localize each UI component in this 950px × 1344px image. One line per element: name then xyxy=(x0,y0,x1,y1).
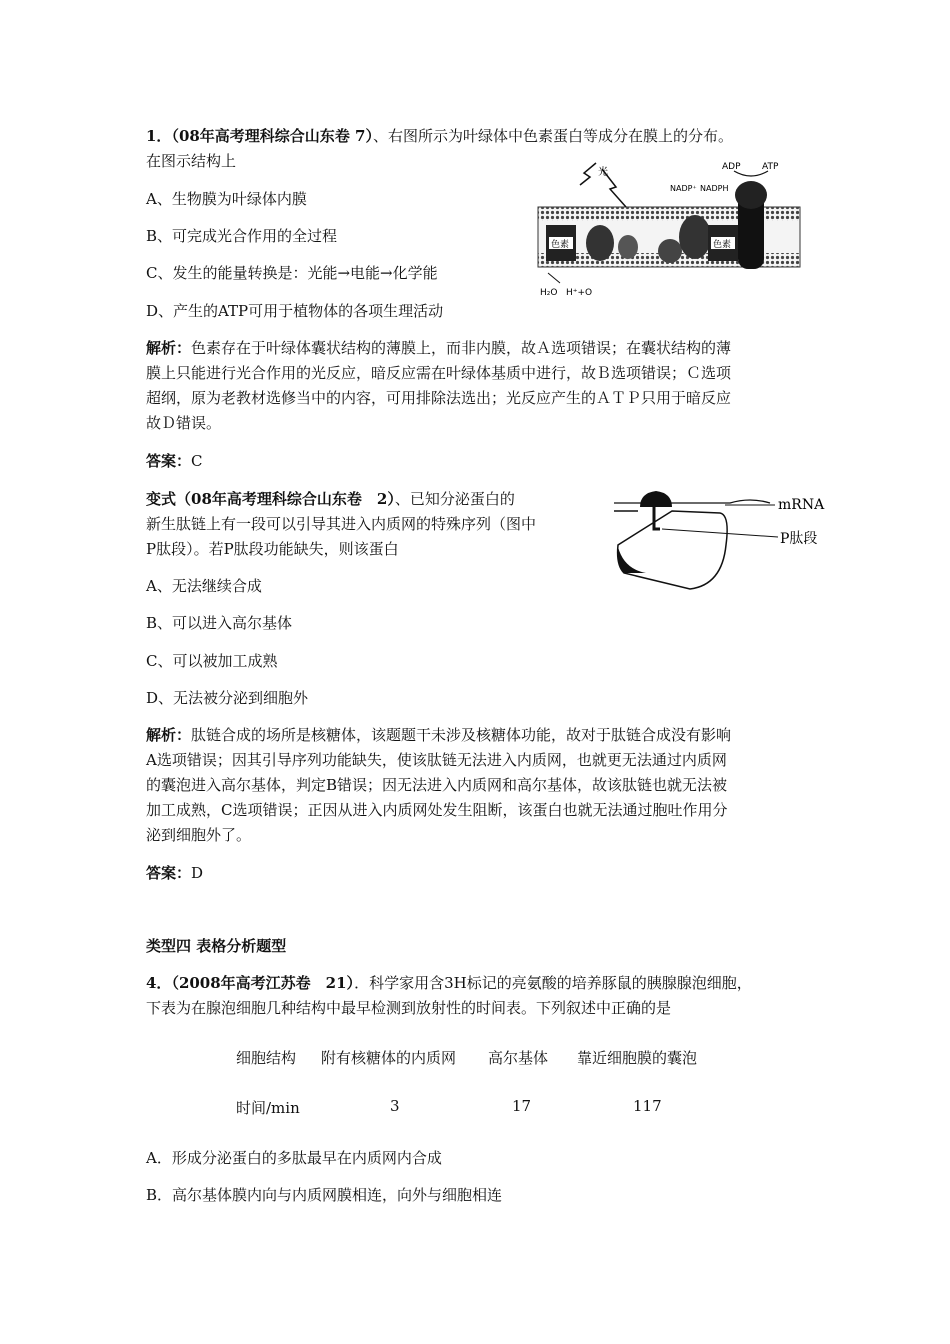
h2o-label: H₂O xyxy=(540,288,558,298)
q1-analysis-line2: 膜上只能进行光合作用的光反应，暗反应需在叶绿体基质中进行，故Ｂ选项错误；Ｃ选项 xyxy=(146,364,732,382)
er-membrane xyxy=(614,511,727,589)
q1-analysis-line4: 故Ｄ错误。 xyxy=(146,414,222,432)
protein-complex xyxy=(679,215,711,259)
q4-number: 4． xyxy=(146,974,172,992)
nadph-label: NADPH xyxy=(700,184,729,193)
q4-stem-line2: 下表为在腺泡细胞几种结构中最早检测到放射性的时间表。下列叙述中正确的是 xyxy=(146,999,672,1017)
section-title: 类型四 表格分析题型 xyxy=(146,937,287,955)
ribosome xyxy=(640,491,672,507)
variant-analysis-line1 xyxy=(146,724,731,746)
table-cell: 3 xyxy=(390,1097,400,1115)
pigment-label-2: 色素 xyxy=(713,240,732,250)
peptide-leader-line xyxy=(662,529,778,537)
q1-option-c: C、发生的能量转换是：光能→电能→化学能 xyxy=(146,264,438,282)
q1-answer xyxy=(146,450,203,472)
variant-option-d: D、无法被分泌到细胞外 xyxy=(146,689,309,707)
variant-source: （08年高考理科综合山东卷 2） xyxy=(176,490,395,508)
variant-analysis-line4: 加工成熟，C选项错误；正因从进入内质网处发生阻断，该蛋白也就无法通过胞吐作用分 xyxy=(146,801,728,819)
pigment-label-1: 色素 xyxy=(551,240,570,250)
q1-option-a: A、生物膜为叶绿体内膜 xyxy=(146,190,307,208)
q1-option-d: D、产生的ATP可用于植物体的各项生理活动 xyxy=(146,302,444,320)
mrna-strand xyxy=(614,500,770,503)
variant-stem-line2: 新生肽链上有一段可以引导其进入内质网的特殊序列（图中 xyxy=(146,515,537,533)
q4-source: （2008年高考江苏卷 21） xyxy=(171,974,355,992)
variant-option-a: A、无法继续合成 xyxy=(146,577,262,595)
q1-answer-value: C xyxy=(191,452,203,470)
q1-stem-line1 xyxy=(146,125,733,147)
peptide-label: P肽段 xyxy=(780,531,818,547)
q1-analysis-line1 xyxy=(146,337,731,359)
q4-stem-line1 xyxy=(146,972,752,994)
thylakoid-membrane-figure xyxy=(530,155,810,305)
adp-label: ADP xyxy=(722,162,741,172)
atp-synthase-head xyxy=(735,181,767,209)
q1-analysis-text: 色素存在于叶绿体囊状结构的薄膜上，而非内膜，故Ａ选项错误；在囊状结构的薄 xyxy=(191,339,732,357)
peptide-chain xyxy=(654,507,660,529)
variant-analysis-label: 解析： xyxy=(146,726,192,744)
q1-analysis-label: 解析： xyxy=(146,339,192,357)
table-header-cell: 高尔基体 xyxy=(488,1049,549,1067)
variant-answer xyxy=(146,862,203,884)
h-label: H⁺+O xyxy=(566,288,593,298)
mrna-label: mRNA xyxy=(778,497,825,513)
protein-complex xyxy=(658,239,682,263)
er-ribosome-figure xyxy=(610,485,845,595)
q1-answer-label: 答案： xyxy=(146,452,192,470)
variant-analysis-text: 肽链合成的场所是核糖体，该题题干未涉及核糖体功能，故对于肽链合成没有影响 xyxy=(191,726,732,744)
water-arrow-icon xyxy=(548,273,560,283)
protein-complex xyxy=(618,235,638,259)
variant-option-c: C、可以被加工成熟 xyxy=(146,652,278,670)
q1-analysis-line3: 超纲，原为老教材选修当中的内容，可用排除法选出；光反应产生的ＡＴＰ只用于暗反应 xyxy=(146,389,732,407)
q4-option-a: A．形成分泌蛋白的多肽最早在内质网内合成 xyxy=(146,1149,442,1167)
er-lumen-shading xyxy=(618,547,646,573)
variant-answer-value: D xyxy=(191,864,204,882)
q1-number: 1． xyxy=(146,127,172,145)
atp-label: ATP xyxy=(762,162,779,172)
variant-label: 变式 xyxy=(146,490,177,508)
q4-option-b: B．高尔基体膜内向与内质网膜相连，向外与细胞相连 xyxy=(146,1186,503,1204)
variant-stem-line1 xyxy=(146,488,515,510)
protein-complex xyxy=(586,225,614,261)
table-cell: 17 xyxy=(512,1097,532,1115)
table-header-cell: 靠近细胞膜的囊泡 xyxy=(577,1049,698,1067)
nadp-label: NADP⁺ xyxy=(670,184,697,193)
q4-stem-text: ．科学家用含3H标记的亮氨酸的培养豚鼠的胰腺腺泡细胞， xyxy=(354,974,752,992)
table-header-cell: 细胞结构 xyxy=(236,1049,297,1067)
table-cell: 117 xyxy=(633,1097,662,1115)
variant-analysis-line2: A选项错误；因其引导序列功能缺失，使该肽链无法进入内质网，也就更无法通过内质网 xyxy=(146,751,727,769)
variant-stem-text: 、已知分泌蛋白的 xyxy=(394,490,515,508)
light-ray-icon xyxy=(580,163,596,185)
variant-answer-label: 答案： xyxy=(146,864,192,882)
variant-stem-line3: P肽段）。若P肽段功能缺失，则该蛋白 xyxy=(146,540,399,558)
variant-analysis-line5: 泌到细胞外了。 xyxy=(146,826,252,844)
table-header-cell: 附有核糖体的内质网 xyxy=(321,1049,457,1067)
q1-stem-text: 、右图所示为叶绿体中色素蛋白等成分在膜上的分布。 xyxy=(372,127,733,145)
variant-analysis-line3: 的囊泡进入高尔基体，判定B错误；因无法进入内质网和高尔基体，故该肽链也就无法被 xyxy=(146,776,728,794)
q1-option-b: B、可完成光合作用的全过程 xyxy=(146,227,338,245)
variant-option-b: B、可以进入高尔基体 xyxy=(146,614,293,632)
light-label: 光 xyxy=(598,167,608,178)
q1-source: （08年高考理科综合山东卷 7） xyxy=(171,127,373,145)
table-row-label: 时间/min xyxy=(236,1099,300,1117)
q1-stem-line2: 在图示结构上 xyxy=(146,152,237,170)
